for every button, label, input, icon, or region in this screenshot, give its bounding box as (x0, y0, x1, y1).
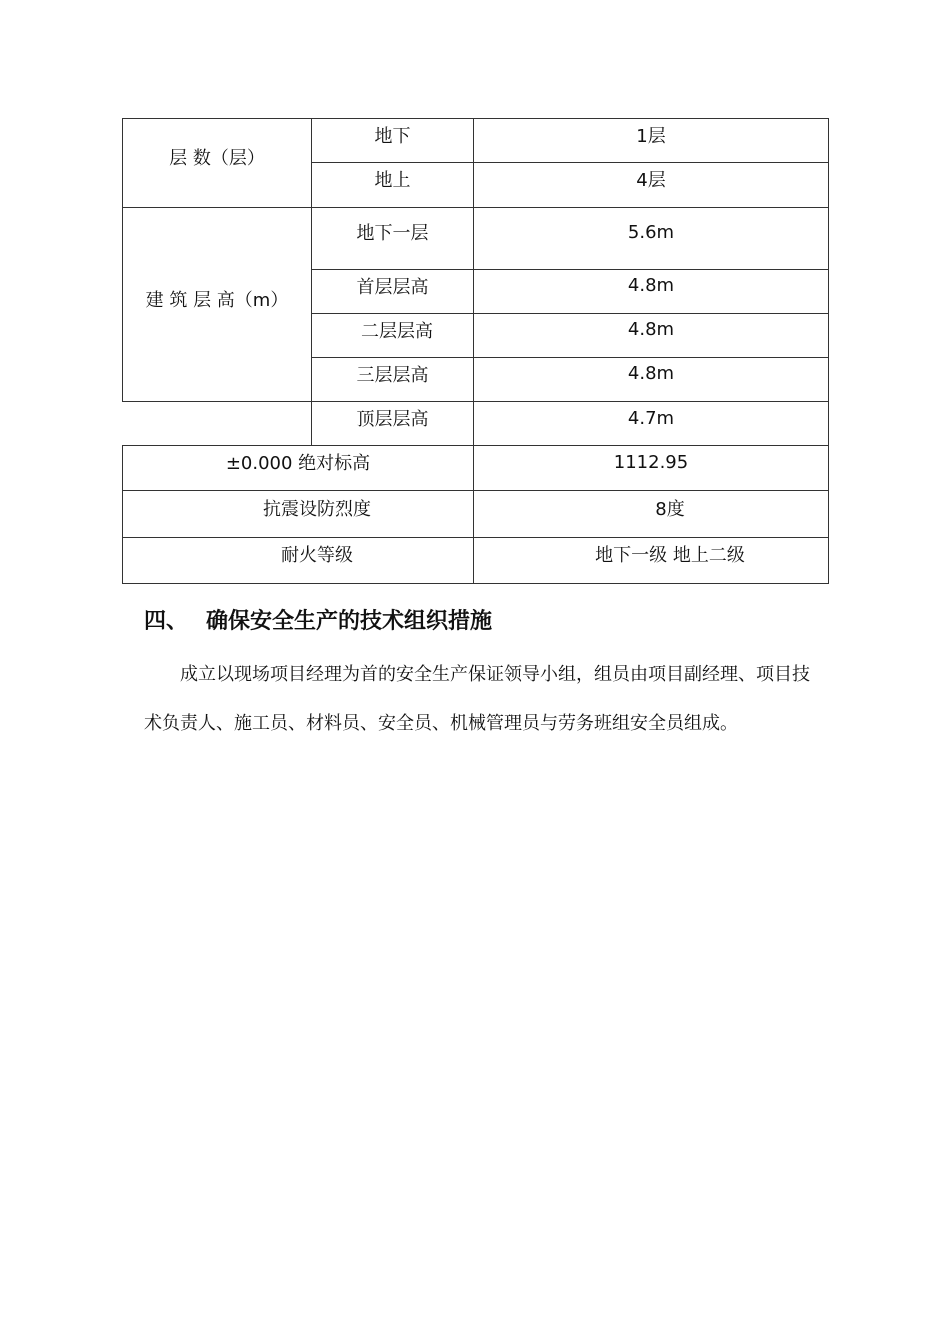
table-rule (122, 445, 828, 446)
section-number: 四、 (144, 609, 189, 634)
floors-underground-value: 1层 (636, 126, 666, 147)
body-paragraph (144, 650, 814, 748)
f2-height-label: 二层层高 (361, 321, 433, 342)
table-rule (311, 162, 828, 163)
floors-underground-label: 地下 (374, 126, 411, 147)
section-heading (144, 606, 492, 638)
table-rule (311, 313, 828, 314)
f3-height-label: 三层层高 (356, 365, 429, 386)
seismic-label: 抗震设防烈度 (263, 499, 371, 520)
f1-height-label: 首层层高 (356, 277, 429, 298)
table-rule (122, 401, 828, 402)
table-rule (122, 490, 828, 491)
floors-above-value: 4层 (636, 170, 666, 191)
b1-height-label: 地下一层 (356, 223, 429, 244)
floors-above-label: 地上 (374, 170, 411, 191)
table-rule (122, 537, 828, 538)
top-floor-height-value: 4.7m (627, 408, 675, 429)
elevation-label: ±0.000 绝对标高 (225, 453, 371, 474)
paragraph-text: 成立以现场项目经理为首的安全生产保证领导小组，组员由项目副经理、项目技术负责人、施工员、材料员、安全员、机械管理员与劳务班组安全员组成。 (144, 664, 810, 734)
table-border-bottom (122, 583, 828, 584)
floors-label: 层 数（层） (169, 148, 265, 169)
top-floor-height-label: 顶层层高 (356, 409, 429, 430)
fire-rating-label: 耐火等级 (281, 545, 353, 566)
table-rule (122, 207, 828, 208)
table-border-top (122, 118, 828, 119)
building-info-table (0, 0, 950, 600)
b1-height-value: 5.6m (627, 222, 675, 243)
table-rule (311, 269, 828, 270)
table-rule (311, 357, 828, 358)
floor-height-label: 建 筑 层 高（m） (145, 290, 289, 311)
f3-height-value: 4.8m (627, 363, 675, 384)
f1-height-value: 4.8m (627, 275, 675, 296)
elevation-value: 1112.95 (613, 452, 689, 473)
fire-rating-value: 地下一级 地上二级 (595, 545, 745, 566)
section-title: 确保安全生产的技术组织措施 (206, 609, 493, 634)
seismic-value: 8度 (655, 499, 685, 520)
f2-height-value: 4.8m (627, 319, 675, 340)
